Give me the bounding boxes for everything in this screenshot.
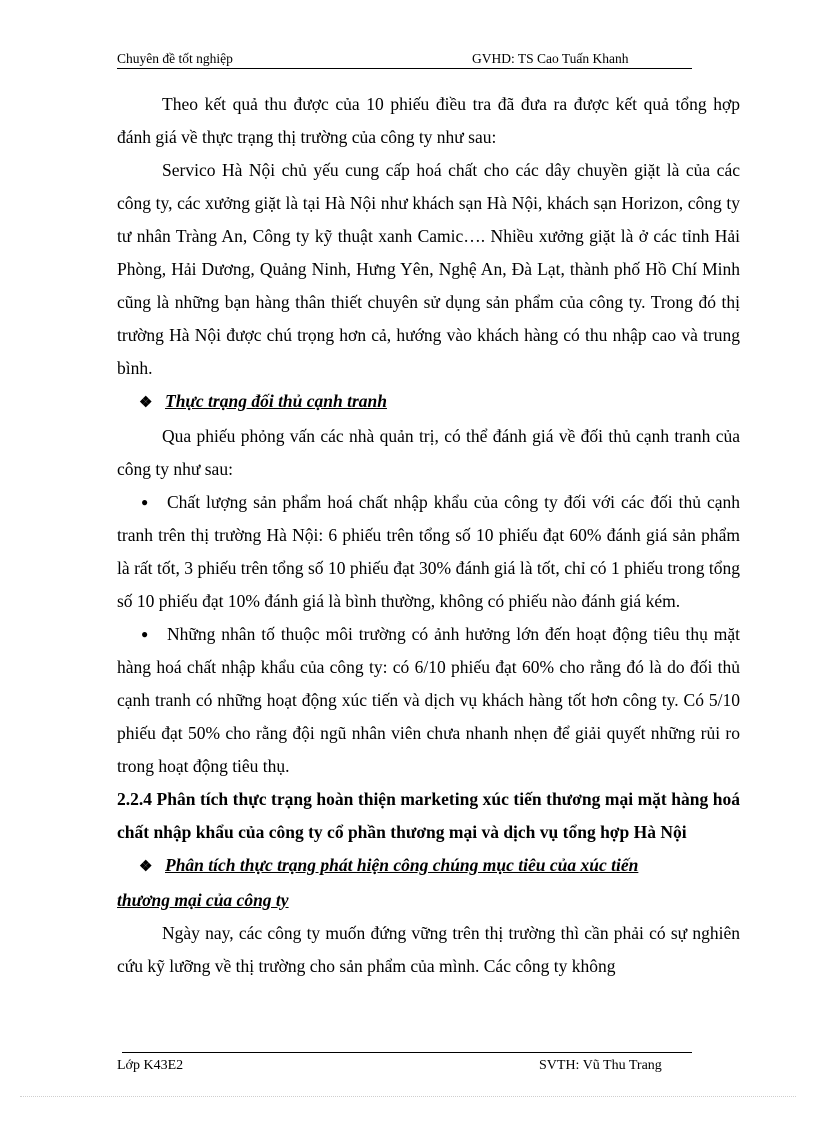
paragraph-competitor-intro: Qua phiếu phỏng vấn các nhà quản trị, có thể đánh giá về đối thủ cạnh tranh của công ty như sau: bbox=[117, 426, 740, 479]
header-left-text: Chuyên đề tốt nghiệp bbox=[117, 51, 233, 66]
subheading-target-audience-line1: Phân tích thực trạng phát hiện công chúng mục tiêu của xúc tiến bbox=[165, 855, 639, 875]
paragraph-market-research: Ngày nay, các công ty muốn đứng vững trên thị trường thì cần phải có sự nghiên cứu kỹ lưỡng về thị trường cho sản phẩm của mình. Các công ty không bbox=[117, 923, 740, 976]
subheading-target-audience-line2: thương mại của công ty bbox=[117, 890, 289, 910]
footer-left-text: Lớp K43E2 bbox=[117, 1058, 184, 1073]
list-item-product-quality bbox=[117, 486, 740, 618]
subheading-target-audience-cont bbox=[117, 884, 740, 917]
list-item-environment-factors-text: Những nhân tố thuộc môi trường có ảnh hưởng lớn đến hoạt động tiêu thụ mặt hàng hoá chất nhập khẩu của công ty: có 6/10 phiếu đạt 60% cho rằng đó là do đối thủ cạnh tranh có những hoạt động xúc tiến và dịch vụ khách hàng tốt hơn công ty. Có 5/10 phiếu đạt 50% cho rằng đội ngũ nhân viên chưa nhanh nhẹn để giải quyết những rủi ro trong hoạt động tiêu thụ. bbox=[117, 624, 740, 776]
list-item-product-quality-text: Chất lượng sản phẩm hoá chất nhập khẩu của công ty đối với các đối thủ cạnh tranh trên thị trường Hà Nội: 6 phiếu trên tổng số 10 phiếu đạt 60% đánh giá sản phẩm là rất tốt, 3 phiếu trên tổng số 10 phiếu đạt 30% đánh giá là tốt, chỉ có 1 phiếu trong tổng số 10 phiếu đạt 10% đánh giá là bình thường, không có phiếu nào đánh giá kém. bbox=[117, 492, 740, 611]
bullet-dot-icon: ● bbox=[141, 627, 149, 641]
subheading-target-audience bbox=[117, 849, 740, 884]
paragraph-market-overview: Servico Hà Nội chủ yếu cung cấp hoá chất cho các dây chuyền giặt là của các công ty, các xưởng giặt là tại Hà Nội như khách sạn Hà Nội, khách sạn Horizon, công ty tư nhân Tràng An, Công ty kỹ thuật xanh Camic…. Nhiều xưởng giặt là ở các tỉnh Hải Phòng, Hải Dương, Quảng Ninh, Hưng Yên, Nghệ An, Đà Lạt, thành phố Hồ Chí Minh cũng là những bạn hàng thân thiết chuyên sử dụng sản phẩm của công ty. Trong đó thị trường Hà Nội được chú trọng hơn cả, hướng vào khách hàng có thu nhập cao và trung bình. bbox=[117, 160, 740, 378]
document-body bbox=[117, 88, 740, 983]
diamond-bullet-icon: ❖ bbox=[139, 395, 153, 411]
footer-right-text: SVTH: Vũ Thu Trang bbox=[539, 1058, 662, 1073]
page-header bbox=[117, 50, 692, 69]
bullet-dot-icon: ● bbox=[141, 495, 149, 509]
list-item-environment-factors bbox=[117, 618, 740, 783]
subheading-competitors-text: Thực trạng đối thủ cạnh tranh bbox=[165, 391, 388, 411]
page-edge-divider bbox=[20, 1096, 796, 1097]
paragraph-survey-intro: Theo kết quả thu được của 10 phiếu điều tra đã đưa ra được kết quả tổng hợp đánh giá về thực trạng thị trường của công ty như sau: bbox=[117, 94, 740, 147]
footer-rule bbox=[122, 1052, 692, 1053]
header-right-text: GVHD: TS Cao Tuấn Khanh bbox=[472, 51, 629, 66]
section-heading-2-2-4: 2.2.4 Phân tích thực trạng hoàn thiện marketing xúc tiến thương mại mặt hàng hoá chất nhập khẩu của công ty cổ phần thương mại và dịch vụ tổng hợp Hà Nội bbox=[117, 789, 740, 842]
diamond-bullet-icon: ❖ bbox=[139, 859, 153, 875]
subheading-competitors bbox=[117, 385, 740, 420]
